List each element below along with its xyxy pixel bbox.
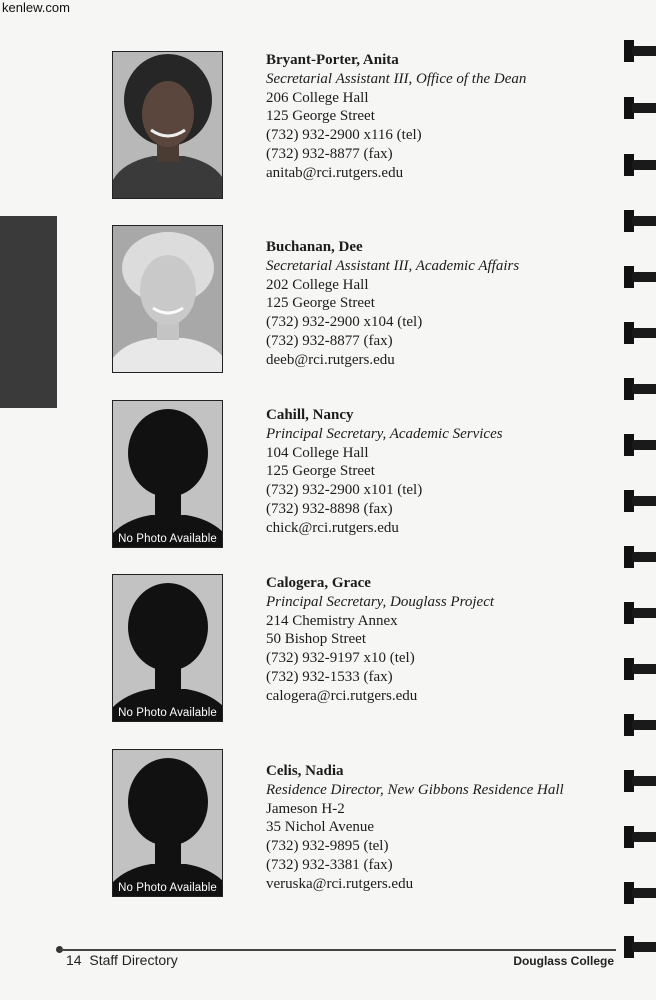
binding-ring: [620, 36, 656, 64]
staff-photo: [112, 225, 223, 373]
staff-name: Calogera, Grace: [266, 575, 371, 591]
street-address: 125 George Street: [266, 463, 375, 480]
phone: (732) 932-2900 x104 (tel): [266, 314, 423, 331]
footer-rule: [60, 949, 616, 951]
contact-info: [266, 762, 564, 894]
binding-ring: [620, 374, 656, 402]
directory-entry: [0, 749, 620, 909]
phone: (732) 932-9895 (tel): [266, 838, 389, 855]
staff-photo: [112, 51, 223, 199]
binding-ring: [620, 318, 656, 346]
binding-ring: [620, 430, 656, 458]
binding-ring: [620, 878, 656, 906]
fax: (732) 932-1533 (fax): [266, 668, 393, 685]
contact-info: [266, 51, 526, 183]
no-photo-label: No Photo Available: [118, 707, 217, 719]
staff-name: Bryant-Porter, Anita: [266, 52, 399, 68]
office-room: 202 College Hall: [266, 276, 369, 293]
no-photo-label: No Photo Available: [118, 533, 217, 545]
contact-info: [266, 574, 494, 706]
binding-ring: [620, 542, 656, 570]
staff-photo: [112, 749, 223, 897]
staff-title: Residence Director, New Gibbons Residence Hall: [266, 781, 564, 798]
contact-info: [266, 238, 519, 370]
email[interactable]: deeb@rci.rutgers.edu: [266, 351, 395, 368]
directory-entry: [0, 225, 620, 385]
no-photo-label: No Photo Available: [118, 882, 217, 894]
binding-ring: [620, 932, 656, 960]
staff-title: Secretarial Assistant III, Office of the Dean: [266, 70, 527, 87]
street-address: 125 George Street: [266, 295, 375, 312]
office-room: 104 College Hall: [266, 444, 369, 461]
college-name: Douglass College: [513, 954, 614, 968]
fax: (732) 932-3381 (fax): [266, 856, 393, 873]
staff-name: Buchanan, Dee: [266, 239, 363, 255]
staff-name: Cahill, Nancy: [266, 407, 354, 423]
staff-title: Principal Secretary, Douglass Project: [266, 593, 495, 610]
binding-ring: [620, 710, 656, 738]
street-address: 35 Nichol Avenue: [266, 819, 375, 836]
staff-photo: [112, 574, 223, 722]
binding-ring: [620, 206, 656, 234]
watermark: kenlew.com: [2, 0, 70, 15]
spiral-binding: [620, 0, 656, 1000]
phone: (732) 932-2900 x101 (tel): [266, 482, 423, 499]
email[interactable]: chick@rci.rutgers.edu: [266, 519, 399, 536]
directory-entry: [0, 51, 620, 211]
fax: (732) 932-8898 (fax): [266, 500, 393, 517]
fax: (732) 932-8877 (fax): [266, 332, 393, 349]
street-address: 125 George Street: [266, 108, 375, 125]
email[interactable]: anitab@rci.rutgers.edu: [266, 164, 404, 181]
binding-ring: [620, 486, 656, 514]
directory-entry: [0, 400, 620, 560]
office-room: Jameson H-2: [266, 800, 345, 817]
staff-photo: [112, 400, 223, 548]
email[interactable]: calogera@rci.rutgers.edu: [266, 687, 418, 704]
contact-info: [266, 406, 503, 538]
binding-ring: [620, 654, 656, 682]
binding-ring: [620, 822, 656, 850]
phone: (732) 932-9197 x10 (tel): [266, 650, 415, 667]
office-room: 206 College Hall: [266, 89, 369, 106]
directory-entry: [0, 574, 620, 734]
binding-ring: [620, 262, 656, 290]
staff-name: Celis, Nadia: [266, 763, 344, 779]
street-address: 50 Bishop Street: [266, 631, 366, 648]
page-footer-label: 14 Staff Directory: [66, 952, 178, 968]
binding-ring: [620, 598, 656, 626]
phone: (732) 932-2900 x116 (tel): [266, 127, 422, 144]
office-room: 214 Chemistry Annex: [266, 612, 398, 629]
staff-title: Secretarial Assistant III, Academic Affairs: [266, 257, 520, 274]
fax: (732) 932-8877 (fax): [266, 145, 393, 162]
binding-ring: [620, 766, 656, 794]
binding-ring: [620, 93, 656, 121]
binding-ring: [620, 150, 656, 178]
email[interactable]: veruska@rci.rutgers.edu: [266, 875, 414, 892]
staff-title: Principal Secretary, Academic Services: [266, 425, 503, 442]
